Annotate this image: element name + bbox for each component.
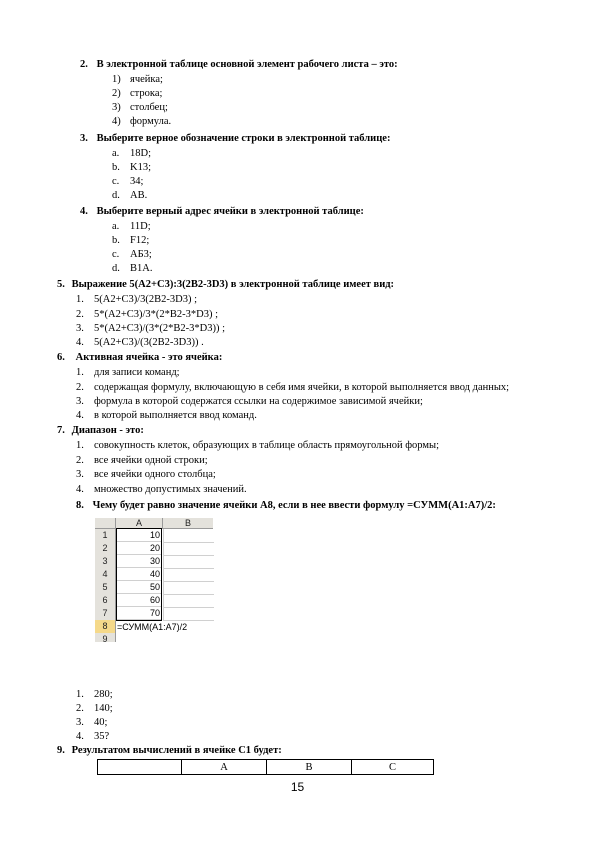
option: 1) ячейка;	[112, 74, 163, 85]
row-header: 4	[95, 568, 116, 581]
option: 1. 280;	[76, 689, 113, 700]
option: c. АБ3;	[112, 249, 152, 260]
option: 4. 35?	[76, 731, 110, 742]
option: 2. 5*(A2+C3)/3*(2*B2-3*D3) ;	[76, 309, 219, 320]
option: 2. 140;	[76, 703, 113, 714]
row-header: 3	[95, 555, 116, 568]
option: 4. множество допустимых значений.	[76, 484, 247, 495]
option: 3. все ячейки одного столбца;	[76, 469, 216, 480]
table-cell: B	[267, 760, 352, 775]
row-header: 8	[95, 620, 116, 633]
cell-a6: 60	[116, 594, 162, 607]
cell-a5: 50	[116, 581, 162, 594]
option: 4. 5(A2+C3)/(3(2B2-3D3)) .	[76, 337, 204, 348]
option: 2. все ячейки одной строки;	[76, 455, 208, 466]
option: 2) строка;	[112, 88, 163, 99]
question-6: 6. Активная ячейка - это ячейка:	[57, 352, 223, 363]
row-header: 6	[95, 594, 116, 607]
option: d. B1A.	[112, 263, 153, 274]
row-header: 7	[95, 607, 116, 620]
row-header: 1	[95, 529, 116, 542]
column-header-a: A	[116, 518, 163, 529]
row-header: 5	[95, 581, 116, 594]
row-header: 9	[95, 633, 116, 642]
option: 4) формула.	[112, 116, 172, 127]
cell-b	[163, 607, 214, 621]
option: 3. формула в которой содержатся ссылки на содержимое зависимой ячейки;	[76, 396, 423, 407]
cell-a3: 30	[116, 555, 162, 568]
cell-a1: 10	[116, 529, 162, 542]
table-cell: C	[352, 760, 434, 775]
option: 1. для записи команд;	[76, 367, 180, 378]
option: 1. 5(A2+C3)/3(2B2-3D3) ;	[76, 294, 198, 305]
option: b. F12;	[112, 235, 150, 246]
option: a. 11D;	[112, 221, 151, 232]
cell-b	[163, 568, 214, 582]
cell-a2: 20	[116, 542, 162, 555]
option: 3. 5*(A2+C3)/(3*(2*B2-3*D3)) ;	[76, 323, 226, 334]
cell-b	[163, 555, 214, 569]
spreadsheet-image	[95, 518, 213, 642]
corner-header	[95, 518, 116, 529]
option: b. K13;	[112, 162, 151, 173]
question-3: 3. Выберите верное обозначение строки в электронной таблице:	[80, 133, 391, 144]
cell-b	[163, 594, 214, 608]
cell-a8-formula: =СУММ(A1:A7)/2	[117, 622, 188, 632]
cell-a7: 70	[116, 607, 162, 620]
option: 2. содержащая формулу, включающую в себя имя ячейки, в которой выполняется ввод данных;	[76, 382, 510, 393]
page-number: 15	[290, 780, 305, 794]
cell-b	[163, 529, 214, 543]
option: a. 18D;	[112, 148, 151, 159]
option: c. 34;	[112, 176, 144, 187]
cell-b	[163, 542, 214, 556]
column-header-b: B	[163, 518, 213, 529]
cell-b	[163, 581, 214, 595]
question-4: 4. Выберите верный адрес ячейки в электронной таблице:	[80, 206, 364, 217]
question-9: 9. Результатом вычислений в ячейке C1 будет:	[57, 745, 282, 756]
option: 1. совокупность клеток, образующих в таблице область прямоугольной формы;	[76, 440, 440, 451]
question-5: 5. Выражение 5(A2+C3):3(2B2-3D3) в электронной таблице имеет вид:	[57, 279, 395, 290]
table-cell: A	[182, 760, 267, 775]
row-header: 2	[95, 542, 116, 555]
question-8: 8. Чему будет равно значение ячейки A8, если в нее ввести формулу =СУММ(A1:A7)/2:	[76, 500, 496, 511]
question-2: 2. В электронной таблице основной элемент рабочего листа – это:	[80, 59, 398, 70]
table-row	[98, 760, 434, 775]
option: 3) столбец;	[112, 102, 168, 113]
table-cell	[98, 760, 182, 775]
result-table	[97, 759, 434, 775]
option: 3. 40;	[76, 717, 108, 728]
cell-a4: 40	[116, 568, 162, 581]
question-7: 7. Диапазон - это:	[57, 425, 144, 436]
option: d. AB.	[112, 190, 148, 201]
option: 4. в которой выполняется ввод команд.	[76, 410, 257, 421]
